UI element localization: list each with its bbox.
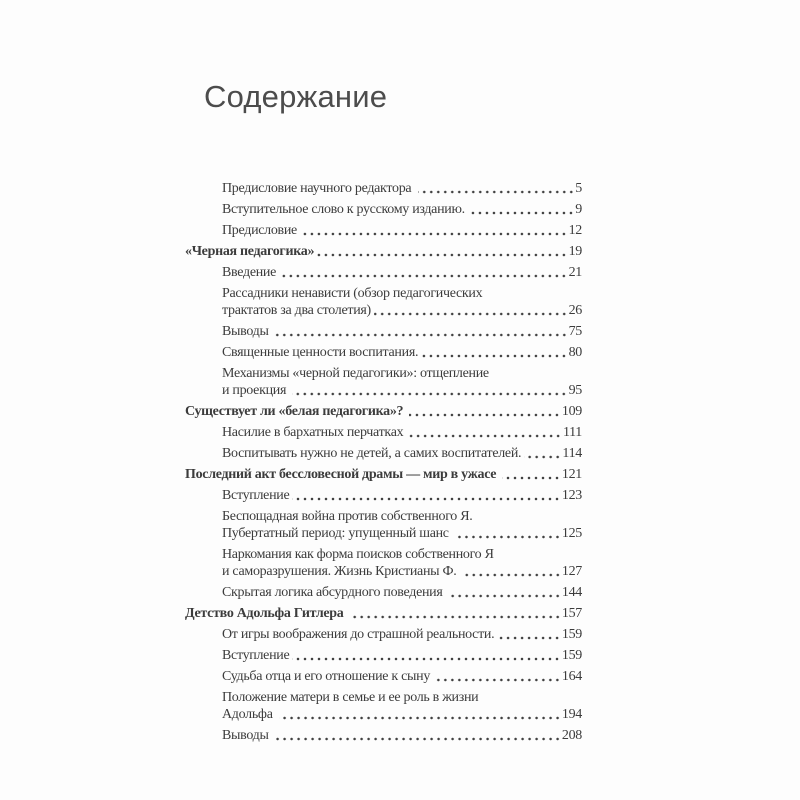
toc-entry-title: и саморазрушения. Жизнь Кристианы Ф. [222,564,460,579]
dot-leader [292,647,562,664]
toc-chapter-entry [185,605,582,622]
toc-entry-title: Вступительное слово к русскому изданию. [222,202,465,217]
toc-entry-line [185,525,582,542]
toc-page-number: 12 [568,223,582,238]
toc-entry-line [185,180,582,197]
dot-leader [275,323,569,340]
toc-section-entry [185,424,582,441]
toc-page-number: 26 [568,303,582,318]
toc-entry-title: Предисловие научного редактора [222,181,415,196]
dot-leader [406,424,563,441]
toc-page-number: 19 [568,244,582,259]
toc-page-number: 114 [562,446,582,461]
toc-entry-line [185,445,582,462]
toc-section-entry [185,546,582,580]
toc-entry-title: Рассадники ненависти (обзор педагогических [222,286,483,301]
dot-leader [497,626,562,643]
toc-entry-line [185,285,582,302]
dot-leader [421,344,568,361]
toc-entry-line [185,546,582,563]
toc-page-number: 127 [561,564,582,579]
toc-section-entry [185,668,582,685]
toc-entry-title: трактатов за два столетия) [222,303,371,318]
toc-section-entry [185,647,582,664]
toc-chapter-entry [185,243,582,260]
toc-page-number: 157 [561,606,582,621]
dot-leader [279,706,562,723]
toc-entry-line [185,243,582,260]
dot-leader [449,584,562,601]
toc-section-entry [185,323,582,340]
dot-leader [292,382,568,399]
toc-section-entry [185,222,582,239]
toc-entry-line [185,727,582,744]
toc-section-entry [185,365,582,399]
toc-section-entry [185,180,582,197]
toc-section-entry [185,285,582,319]
toc-page-number: 208 [561,728,582,743]
toc-entry-title: Скрытая логика абсурдного поведения [222,585,446,600]
toc-entry-title: Положение матери в семье и ее роль в жизни [222,690,479,705]
toc-entry-title: Существует ли «белая педагогика»? [185,404,407,419]
toc-page-number: 159 [561,648,582,663]
toc-entry-line [185,344,582,361]
dot-leader [463,563,562,580]
toc-entry-title: Насилие в бархатных перчатках [222,425,404,440]
dot-leader [282,264,568,281]
toc-entry-line [185,563,582,580]
toc-page-number: 194 [561,707,582,722]
toc-entry-line [185,264,582,281]
toc-page-number: 121 [561,467,582,482]
toc-section-entry [185,584,582,601]
toc-entry-line [185,323,582,340]
toc-page-number: 123 [561,488,582,503]
toc-entry-title: Введение [222,265,280,280]
toc-entry-title: Судьба отца и его отношение к сыну [222,669,431,684]
toc-section-entry [185,264,582,281]
toc-entry-line [185,508,582,525]
toc-entry-title: От игры воображения до страшной реальности. [222,627,495,642]
page-title: Содержание [204,79,388,114]
toc-entry-line [185,424,582,441]
dot-leader [317,243,568,260]
toc-entry-title: Вступление [222,488,290,503]
toc-page-number: 144 [561,585,582,600]
toc-entry-line [185,584,582,601]
toc-section-entry [185,689,582,723]
toc-page-number: 159 [561,627,582,642]
toc-entry-title: «Черная педагогика» [185,244,315,259]
toc-content [185,79,582,748]
toc-entry-line [185,487,582,504]
toc-entry-line [185,382,582,399]
dot-leader [292,487,562,504]
toc-entry-line [185,706,582,723]
toc-section-entry [185,727,582,744]
toc-entry-line [185,466,582,483]
toc-chapter-entry [185,466,582,483]
toc-section-entry [185,626,582,643]
toc-list [185,180,582,744]
dot-leader [433,668,562,685]
toc-entry-line [185,668,582,685]
dot-leader [374,302,569,319]
dot-leader [418,180,576,197]
dot-leader [502,466,562,483]
toc-entry-title: Выводы [222,324,272,339]
toc-entry-title: Предисловие [222,223,301,238]
toc-entry-title: Пубертатный период: упущенный шанс [222,526,452,541]
toc-section-entry [185,508,582,542]
toc-entry-line [185,626,582,643]
toc-page-number: 109 [561,404,582,419]
toc-entry-title: Священные ценности воспитания. [222,345,419,360]
dot-leader [468,201,575,218]
toc-section-entry [185,445,582,462]
toc-entry-line [185,365,582,382]
toc-entry-line [185,302,582,319]
toc-entry-line [185,403,582,420]
toc-section-entry [185,344,582,361]
toc-entry-title: и проекция [222,383,290,398]
dot-leader [275,727,562,744]
toc-section-entry [185,487,582,504]
dot-leader [350,605,562,622]
toc-entry-title: Адольфа [222,707,276,722]
toc-entry-line [185,201,582,218]
toc-entry-title: Последний акт бессловесной драмы — мир в ужасе [185,467,500,482]
toc-page-number: 5 [575,181,582,196]
toc-entry-line [185,647,582,664]
toc-page-number: 80 [568,345,582,360]
toc-section-entry [185,201,582,218]
toc-entry-line [185,222,582,239]
toc-page-number: 75 [568,324,582,339]
toc-entry-title: Наркомания как форма поисков собственного Я [222,547,494,562]
toc-entry-line [185,689,582,706]
toc-entry-line [185,605,582,622]
toc-entry-title: Беспощадная война против собственного Я. [222,509,473,524]
toc-page-number: 95 [568,383,582,398]
toc-page-number: 9 [575,202,582,217]
toc-page-number: 125 [561,526,582,541]
toc-entry-title: Выводы [222,728,272,743]
toc-page-number: 21 [568,265,582,280]
toc-entry-title: Механизмы «черной педагогики»: отщепление [222,366,489,381]
dot-leader [303,222,568,239]
toc-page-number: 111 [562,425,582,440]
dot-leader [524,445,562,462]
dot-leader [455,525,562,542]
toc-entry-title: Детство Адольфа Гитлера [185,606,347,621]
toc-entry-title: Воспитывать нужно не детей, а самих воспитателей. [222,446,522,461]
toc-page-number: 164 [561,669,582,684]
toc-entry-title: Вступление [222,648,290,663]
dot-leader [409,403,561,420]
toc-chapter-entry [185,403,582,420]
